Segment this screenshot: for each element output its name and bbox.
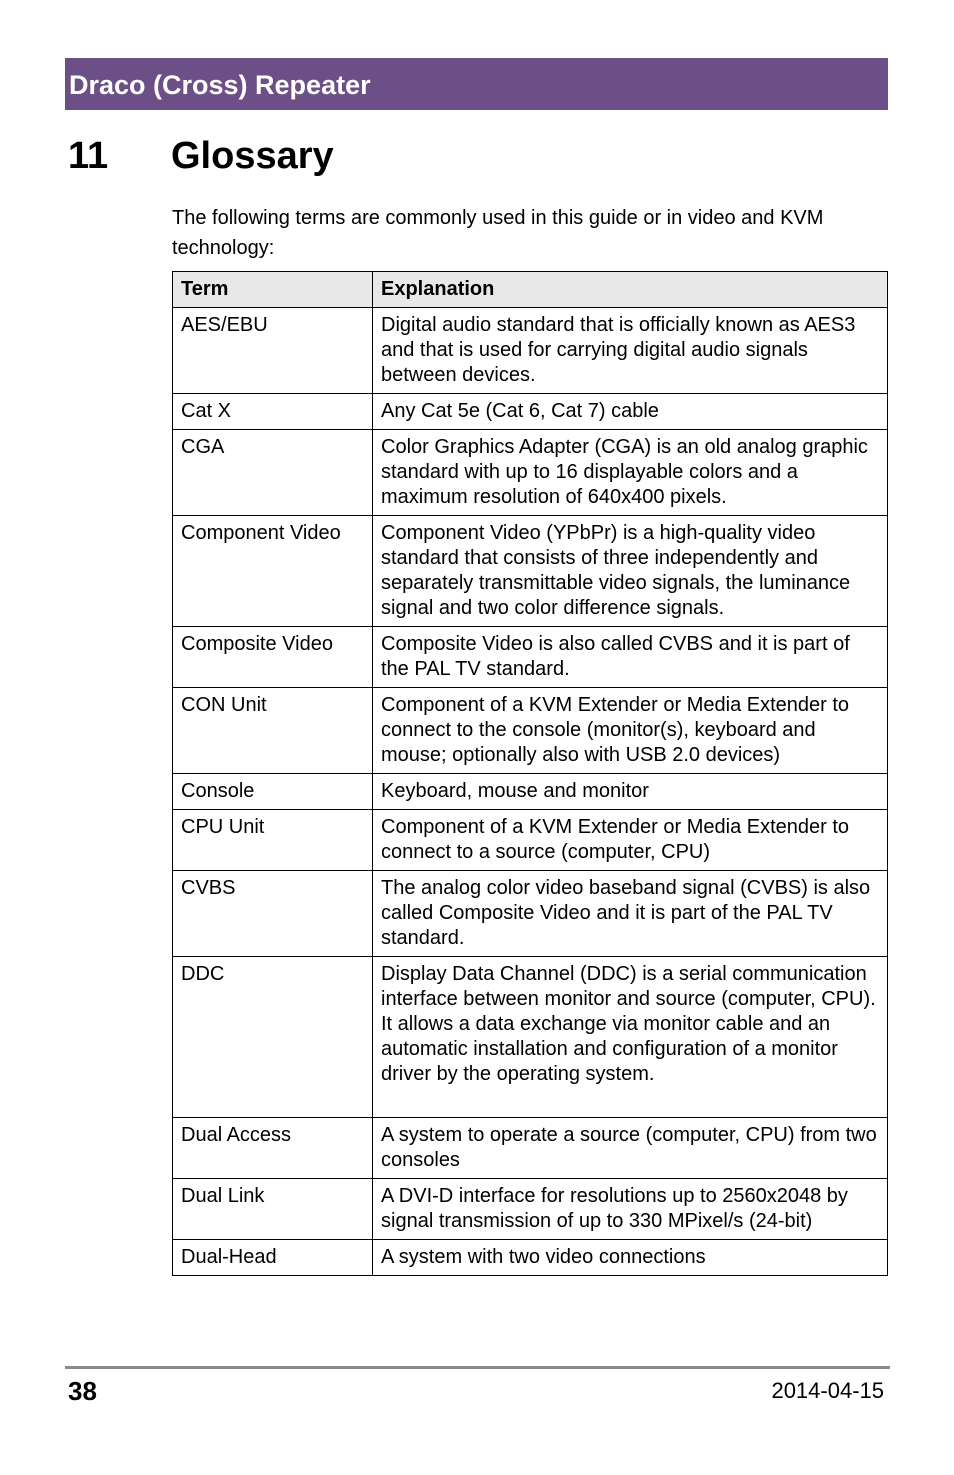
explanation-cell: Keyboard, mouse and monitor xyxy=(373,774,888,810)
table-row xyxy=(173,1179,888,1240)
term-cell: CPU Unit xyxy=(173,810,373,871)
table-row xyxy=(173,627,888,688)
page-number: 38 xyxy=(68,1376,97,1406)
explanation-cell: A system with two video connections xyxy=(373,1240,888,1276)
table-row xyxy=(173,516,888,627)
chapter-title: Glossary xyxy=(171,135,334,177)
table-row xyxy=(173,430,888,516)
chapter-number: 11 xyxy=(68,135,109,177)
explanation-cell: Display Data Channel (DDC) is a serial communication interface between monitor and source (computer, CPU). It allows a data exchange via monitor cable and an automatic installation and configuration of a monitor driver by the operating system. xyxy=(373,957,888,1118)
glossary-table xyxy=(172,271,888,1276)
running-header-title: Draco (Cross) Repeater xyxy=(69,69,371,100)
explanation-cell: Any Cat 5e (Cat 6, Cat 7) cable xyxy=(373,394,888,430)
term-cell: CGA xyxy=(173,430,373,516)
table-row xyxy=(173,1118,888,1179)
explanation-cell: Digital audio standard that is officially known as AES3 and that is used for carrying digital audio signals between devices. xyxy=(373,308,888,394)
explanation-cell: Component of a KVM Extender or Media Extender to connect to a source (computer, CPU) xyxy=(373,810,888,871)
footer-date: 2014-04-15 xyxy=(771,1378,884,1403)
table-row xyxy=(173,394,888,430)
intro-paragraph: The following terms are commonly used in this guide or in video and KVM technology: xyxy=(172,207,824,259)
table-row xyxy=(173,308,888,394)
chapter-heading xyxy=(68,137,334,175)
term-cell: Cat X xyxy=(173,394,373,430)
term-cell: Dual Access xyxy=(173,1118,373,1179)
table-row xyxy=(173,774,888,810)
footer-divider xyxy=(65,1366,890,1369)
table-header-row xyxy=(173,272,888,308)
table-row xyxy=(173,1240,888,1276)
term-cell: Dual Link xyxy=(173,1179,373,1240)
term-cell: Component Video xyxy=(173,516,373,627)
term-cell: Console xyxy=(173,774,373,810)
table-row xyxy=(173,810,888,871)
explanation-cell: Composite Video is also called CVBS and it is part of the PAL TV standard. xyxy=(373,627,888,688)
explanation-cell: A DVI-D interface for resolutions up to 2560x2048 by signal transmission of up to 330 MPixel/s (24-bit) xyxy=(373,1179,888,1240)
term-cell: CON Unit xyxy=(173,688,373,774)
running-header xyxy=(65,58,888,110)
table-row xyxy=(173,871,888,957)
term-cell: AES/EBU xyxy=(173,308,373,394)
term-cell: Dual-Head xyxy=(173,1240,373,1276)
explanation-cell: Component Video (YPbPr) is a high-quality video standard that consists of three independently and separately transmittable video signals, the luminance signal and two color difference signals. xyxy=(373,516,888,627)
header-term: Term xyxy=(173,272,373,308)
explanation-cell: The analog color video baseband signal (CVBS) is also called Composite Video and it is part of the PAL TV standard. xyxy=(373,871,888,957)
term-cell: CVBS xyxy=(173,871,373,957)
term-cell: Composite Video xyxy=(173,627,373,688)
table-row xyxy=(173,957,888,1118)
explanation-cell: Color Graphics Adapter (CGA) is an old analog graphic standard with up to 16 displayable colors and a maximum resolution of 640x400 pixels. xyxy=(373,430,888,516)
header-explanation: Explanation xyxy=(373,272,888,308)
explanation-cell: Component of a KVM Extender or Media Extender to connect to the console (monitor(s), keyboard and mouse; optionally also with USB 2.0 devices) xyxy=(373,688,888,774)
explanation-cell: A system to operate a source (computer, CPU) from two consoles xyxy=(373,1118,888,1179)
term-cell: DDC xyxy=(173,957,373,1118)
table-row xyxy=(173,688,888,774)
